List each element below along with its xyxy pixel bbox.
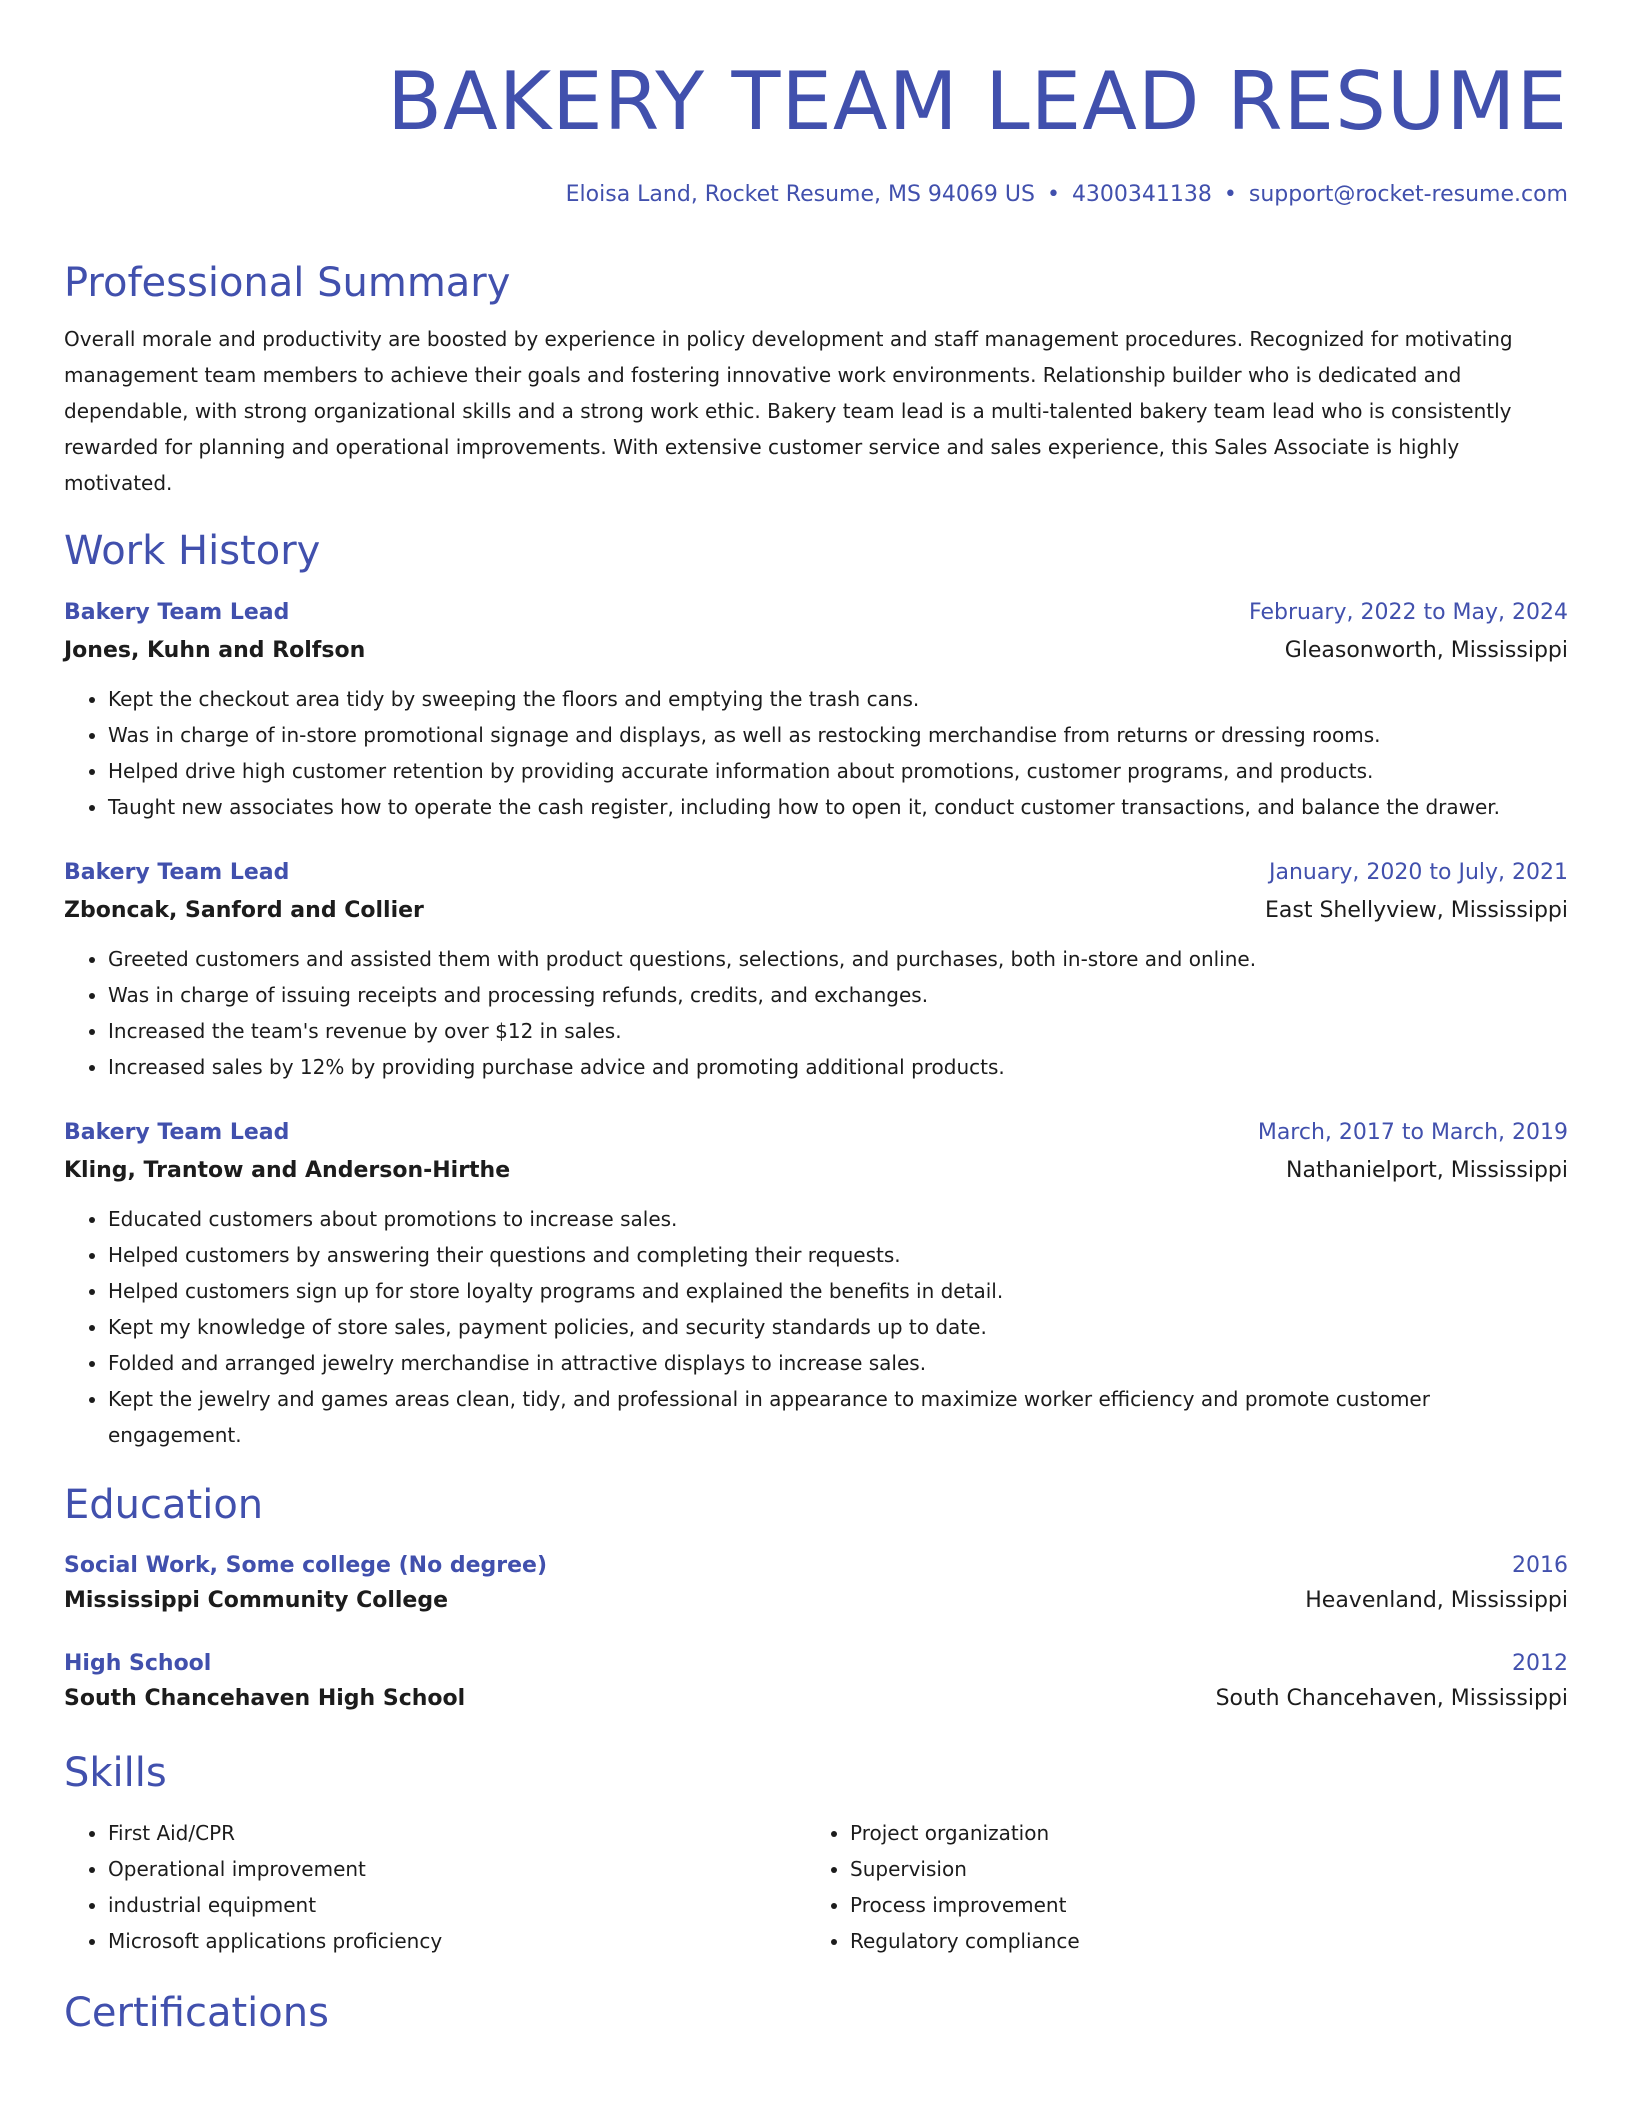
job-bullet: • Kept the checkout area tidy by sweeping the floors and emptying the trash cans.	[108, 681, 1568, 717]
job-bullets	[64, 941, 1568, 1085]
job-title: Bakery Team Lead	[64, 860, 290, 885]
education-year: 2016	[1512, 1553, 1568, 1578]
skills-column-right	[806, 1815, 1548, 1959]
job-dates: January, 2020 to July, 2021	[1269, 860, 1568, 885]
job-bullets	[64, 681, 1568, 825]
work-history-heading: Work History	[64, 528, 321, 574]
job-bullet: • Was in charge of in-store promotional signage and displays, as well as restocking merchandise from returns or dressing rooms.	[108, 717, 1568, 753]
contact-separator: •	[1046, 182, 1060, 207]
job-bullet: • Increased sales by 12% by providing purchase advice and promoting additional products.	[108, 1049, 1568, 1085]
contact-address: Eloisa Land, Rocket Resume, MS 94069 US	[565, 182, 1035, 207]
certifications-heading: Certifications	[64, 1990, 329, 2036]
skill-item: • Regulatory compliance	[850, 1923, 1548, 1959]
education-heading: Education	[64, 1482, 264, 1528]
job-bullet: • Helped customers sign up for store loyalty programs and explained the benefits in detail.	[108, 1273, 1568, 1309]
job-company: Kling, Trantow and Anderson-Hirthe	[64, 1158, 511, 1183]
education-location: South Chancehaven, Mississippi	[1215, 1686, 1568, 1711]
contact-separator: •	[1223, 182, 1237, 207]
job-dates: February, 2022 to May, 2024	[1249, 600, 1568, 625]
skill-item: • Microsoft applications proficiency	[108, 1923, 806, 1959]
education-location: Heavenland, Mississippi	[1305, 1588, 1568, 1613]
job-bullet: • Kept my knowledge of store sales, payment policies, and security standards up to date.	[108, 1309, 1568, 1345]
job-bullets	[64, 1201, 1568, 1453]
job-bullet: • Was in charge of issuing receipts and processing refunds, credits, and exchanges.	[108, 977, 1568, 1013]
skill-item: • Process improvement	[850, 1887, 1548, 1923]
job-entry	[64, 855, 1568, 1085]
job-bullet: • Greeted customers and assisted them with product questions, selections, and purchases, both in-store and online.	[108, 941, 1568, 977]
page-title: BAKERY TEAM LEAD RESUME	[387, 55, 1568, 148]
education-year: 2012	[1512, 1651, 1568, 1676]
skills-heading: Skills	[64, 1750, 167, 1796]
contact-email: support@rocket-resume.com	[1248, 182, 1568, 207]
contact-phone: 4300341138	[1071, 182, 1212, 207]
resume-page	[64, 56, 1568, 2037]
skill-item: • Project organization	[850, 1815, 1548, 1851]
job-bullet: • Kept the jewelry and games areas clean, tidy, and professional in appearance to maximize worker efficiency and promote customer engagement.	[108, 1381, 1568, 1453]
job-bullet: • Taught new associates how to operate the cash register, including how to open it, conduct customer transactions, and balance the drawer.	[108, 789, 1568, 825]
job-company: Zboncak, Sanford and Collier	[64, 898, 424, 923]
skills-column-left	[64, 1815, 806, 1959]
contact-line	[64, 182, 1568, 207]
job-bullet: • Educated customers about promotions to increase sales.	[108, 1201, 1568, 1237]
education-school: South Chancehaven High School	[64, 1686, 466, 1711]
skill-item: • industrial equipment	[108, 1887, 806, 1923]
job-dates: March, 2017 to March, 2019	[1257, 1120, 1568, 1145]
job-bullet: • Folded and arranged jewelry merchandise in attractive displays to increase sales.	[108, 1345, 1568, 1381]
summary-heading: Professional Summary	[64, 260, 511, 306]
skill-item: • First Aid/CPR	[108, 1815, 806, 1851]
education-entry	[64, 1549, 1568, 1619]
skills-grid	[64, 1815, 1568, 1959]
job-title: Bakery Team Lead	[64, 1120, 290, 1145]
skill-item: • Operational improvement	[108, 1851, 806, 1887]
job-bullet: • Helped drive high customer retention by providing accurate information about promotions, customer programs, and products.	[108, 753, 1568, 789]
job-bullet: • Increased the team's revenue by over $12 in sales.	[108, 1013, 1568, 1049]
job-entry	[64, 595, 1568, 825]
job-location: East Shellyview, Mississippi	[1264, 898, 1568, 923]
job-bullet: • Helped customers by answering their questions and completing their requests.	[108, 1237, 1568, 1273]
summary-text: Overall morale and productivity are boosted by experience in policy development and staff management procedures. Recognized for motivating management team members to achieve their goals and fostering innovative work environments. Relationship builder who is dedicated and dependable, with strong organizational skills and a strong work ethic. Bakery team lead is a multi-talented bakery team lead who is consistently rewarded for planning and operational improvements. With extensive customer service and sales experience, this Sales Associate is highly motivated.	[64, 327, 1513, 495]
education-entry	[64, 1647, 1568, 1717]
education-degree: High School	[64, 1651, 212, 1676]
education-degree: Social Work, Some college (No degree)	[64, 1553, 548, 1578]
skill-item: • Supervision	[850, 1851, 1548, 1887]
education-school: Mississippi Community College	[64, 1588, 449, 1613]
job-entry	[64, 1115, 1568, 1453]
job-title: Bakery Team Lead	[64, 600, 290, 625]
job-location: Nathanielport, Mississippi	[1286, 1158, 1568, 1183]
job-location: Gleasonworth, Mississippi	[1284, 638, 1568, 663]
job-company: Jones, Kuhn and Rolfson	[64, 638, 366, 663]
